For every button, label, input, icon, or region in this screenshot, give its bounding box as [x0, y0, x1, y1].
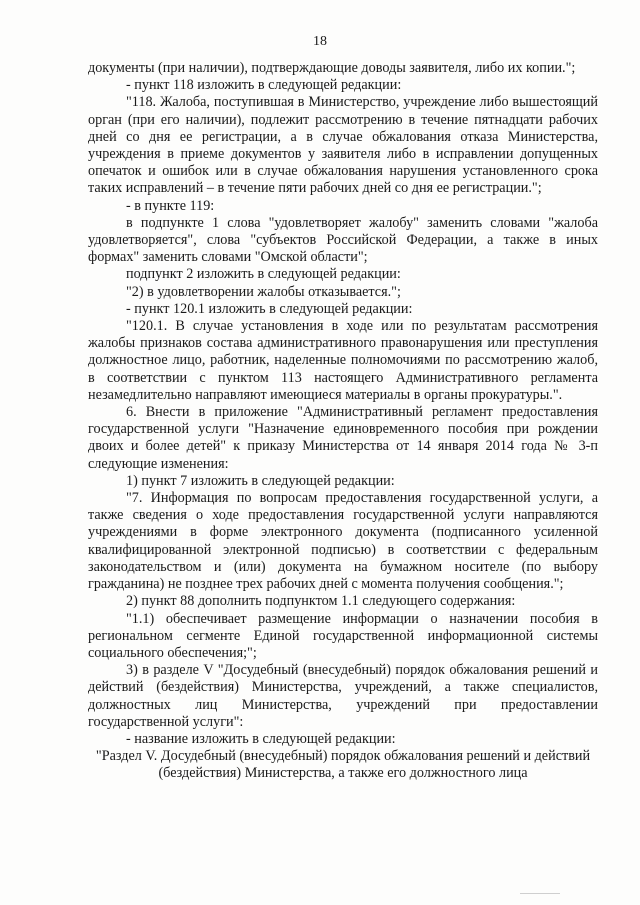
paragraph-5: в подпункте 1 слова "удовлетворяет жалобу" заменить словами "жалоба удовлетворяется", слова "субъектов Российской Федерации, а также в иных формах" заменить словами "Омской области"; [88, 214, 598, 266]
paragraph-3: "118. Жалоба, поступившая в Министерство, учреждение либо вышестоящий орган (при его наличии), подлежит рассмотрению в течение пятнадцати рабочих дней со дня ее регистрации, а в случае обжалования отказа Министерства, учреждения в приеме документов у заявителя либо в исправлении допущенных опечаток и ошибок или в случае обжалования нарушения установленного срока таких исправлений – в течение пяти рабочих дней со дня ее регистрации."; [88, 94, 598, 197]
paragraph-9: "120.1. В случае установления в ходе или по результатам рассмотрения жалобы признаков состава административного правонарушения или преступления должностное лицо, работник, наделенные полномочиями по рассмотрению жалоб, в соответствии с пунктом 113 настоящего Административного регламента незамедлительно направляют имеющиеся материалы в органы прокуратуры.". [88, 318, 598, 403]
paragraph-17: "Раздел V. Досудебный (внесудебный) порядок обжалования решений и действий (бездействия) Министерства, а также его должностного лица [95, 748, 591, 782]
paragraph-15: 3) в разделе V "Досудебный (внесудебный) порядок обжалования решений и действий (бездействия) Министерства, учреждений, а также специалистов, должностных лиц Министерства, учреждений при предоставлении государственной услуги": [88, 662, 598, 730]
page-number: 18 [313, 34, 327, 49]
paragraph-13: 2) пункт 88 дополнить подпунктом 1.1 следующего содержания: [126, 593, 516, 610]
document-body [88, 60, 598, 783]
paragraph-10: 6. Внести в приложение "Административный регламент предоставления государственной услуги "Назначение единовременного пособия при рождении двоих и более детей" к приказу Министерства от 14 января 2014 года № 3-п следующие изменения: [88, 404, 598, 472]
paragraph-6: подпункт 2 изложить в следующей редакции: [126, 266, 401, 283]
paragraph-4: - в пункте 119: [126, 197, 215, 214]
paragraph-16: - название изложить в следующей редакции: [126, 730, 396, 747]
paragraph-14: "1.1) обеспечивает размещение информации о назначении пособия в региональном сегменте Единой государственной информационной системы социального обеспечения;"; [88, 610, 598, 661]
paragraph-12: "7. Информация по вопросам предоставления государственной услуги, а также сведения о ходе предоставления государственной услуги направляются учреждениями в форме электронного документа (подписанного усиленной квалифицированной электронной подписью) в соответствии с федеральным законодательством и (или) документа на бумажном носителе (по выбору гражданина) не позднее трех рабочих дней с момента получения сообщения."; [88, 490, 598, 593]
paragraph-8: - пункт 120.1 изложить в следующей редакции: [126, 300, 413, 317]
paragraph-11: 1) пункт 7 изложить в следующей редакции: [126, 472, 395, 489]
scan-artifact [520, 893, 560, 894]
paragraph-1: документы (при наличии), подтверждающие доводы заявителя, либо их копии."; [88, 60, 576, 76]
paragraph-2: - пункт 118 изложить в следующей редакции: [126, 77, 402, 94]
paragraph-7: "2) в удовлетворении жалобы отказывается."; [126, 283, 401, 300]
